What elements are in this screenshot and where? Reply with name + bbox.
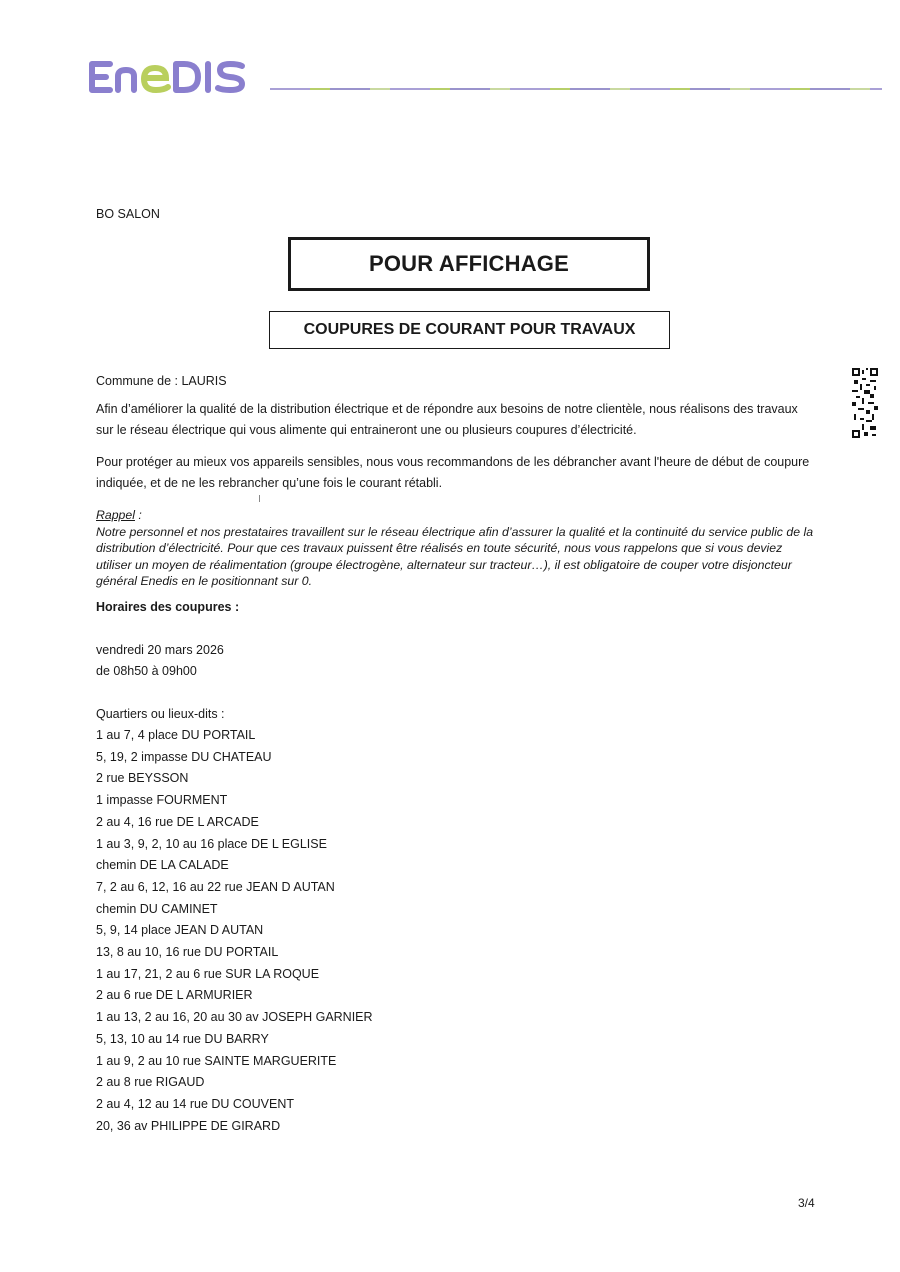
list-item: 1 au 9, 2 au 10 rue SAINTE MARGUERITE bbox=[96, 1053, 337, 1068]
list-item: 13, 8 au 10, 16 rue DU PORTAIL bbox=[96, 945, 279, 960]
list-item: 20, 36 av PHILIPPE DE GIRARD bbox=[96, 1118, 281, 1133]
list-item: 1 au 3, 9, 2, 10 au 16 place DE L EGLISE bbox=[96, 836, 327, 851]
list-item: 2 au 8 rue RIGAUD bbox=[96, 1075, 205, 1090]
list-item: 1 au 7, 4 place DU PORTAIL bbox=[96, 728, 256, 742]
quartiers-list bbox=[96, 725, 373, 1137]
subtitle-box: COUPURES DE COURANT POUR TRAVAUX bbox=[269, 311, 670, 349]
scan-mark bbox=[259, 495, 260, 502]
enedis-logo bbox=[86, 56, 261, 98]
outage-date: vendredi 20 mars 2026 bbox=[96, 643, 224, 657]
rappel-heading: Rappel bbox=[96, 508, 135, 522]
list-item: 1 au 13, 2 au 16, 20 au 30 av JOSEPH GARNIER bbox=[96, 1010, 373, 1025]
rappel-block: Rappel : Notre personnel et nos prestataires travaillent sur le réseau électrique afin d’assurer la qualité et la continuité du service public de la distribution d’électricité. Pour que ces travaux puissent être réalisés en toute sécurité, nous vous rappelons que si vous deviez utiliser un moyen de réalimentation (groupe électrogène, alternateur sur tracteur…), il est obligatoire de couper votre disjoncteur général Enedis en le positionnant sur 0. bbox=[96, 508, 814, 588]
enedis-logo-icon bbox=[86, 56, 261, 98]
horaires-title: Horaires des coupures : bbox=[96, 600, 240, 614]
intro-paragraph: Afin d’améliorer la qualité de la distribution électrique et de répondre aux besoins de notre clientèle, nous réalisons des travaux sur le réseau électrique qui vous alimente qui entraineront une ou plusieurs coupures d’électricité. bbox=[96, 402, 798, 437]
outage-time: de 08h50 à 09h00 bbox=[96, 664, 197, 678]
list-item: 2 rue BEYSSON bbox=[96, 771, 189, 786]
title-box: POUR AFFICHAGE bbox=[288, 237, 650, 291]
list-item: 1 impasse FOURMENT bbox=[96, 793, 228, 808]
list-item: 5, 19, 2 impasse DU CHATEAU bbox=[96, 749, 272, 764]
list-item: 2 au 4, 12 au 14 rue DU COUVENT bbox=[96, 1096, 295, 1111]
commune-label: Commune de : LAURIS bbox=[96, 374, 227, 388]
list-item: 5, 9, 14 place JEAN D AUTAN bbox=[96, 923, 264, 938]
list-item: 2 au 6 rue DE L ARMURIER bbox=[96, 988, 253, 1003]
list-item: 7, 2 au 6, 12, 16 au 22 rue JEAN D AUTAN bbox=[96, 879, 335, 894]
advice-paragraph: Pour protéger au mieux vos appareils sensibles, nous vous recommandons de les débrancher avant l'heure de début de coupure indiquée, et de ne les rebrancher qu’une fois le courant rétabli. bbox=[96, 455, 810, 490]
list-item: 1 au 17, 21, 2 au 6 rue SUR LA ROQUE bbox=[96, 966, 320, 981]
list-item: chemin DU CAMINET bbox=[96, 901, 218, 916]
list-item: chemin DE LA CALADE bbox=[96, 858, 229, 873]
rappel-text: Notre personnel et nos prestataires travaillent sur le réseau électrique afin d’assurer la qualité et la continuité du service public de la distribution d’électricité. Pour que ces travaux puissent être réalisés en toute sécurité, nous vous rappelons que si vous deviez utiliser un moyen de réalimentation (groupe électrogène, alternateur sur tracteur…), il est obligatoire de couper votre disjoncteur général Enedis en le positionnant sur 0. bbox=[96, 524, 814, 588]
list-item: 5, 13, 10 au 14 rue DU BARRY bbox=[96, 1031, 269, 1046]
list-item: 2 au 4, 16 rue DE L ARCADE bbox=[96, 814, 259, 829]
quartiers-label: Quartiers ou lieux-dits : bbox=[96, 707, 225, 721]
header-rule bbox=[270, 88, 882, 90]
qr-code-icon bbox=[852, 368, 878, 438]
page-number: 3/4 bbox=[798, 1196, 815, 1210]
sender-label: BO SALON bbox=[96, 207, 160, 221]
